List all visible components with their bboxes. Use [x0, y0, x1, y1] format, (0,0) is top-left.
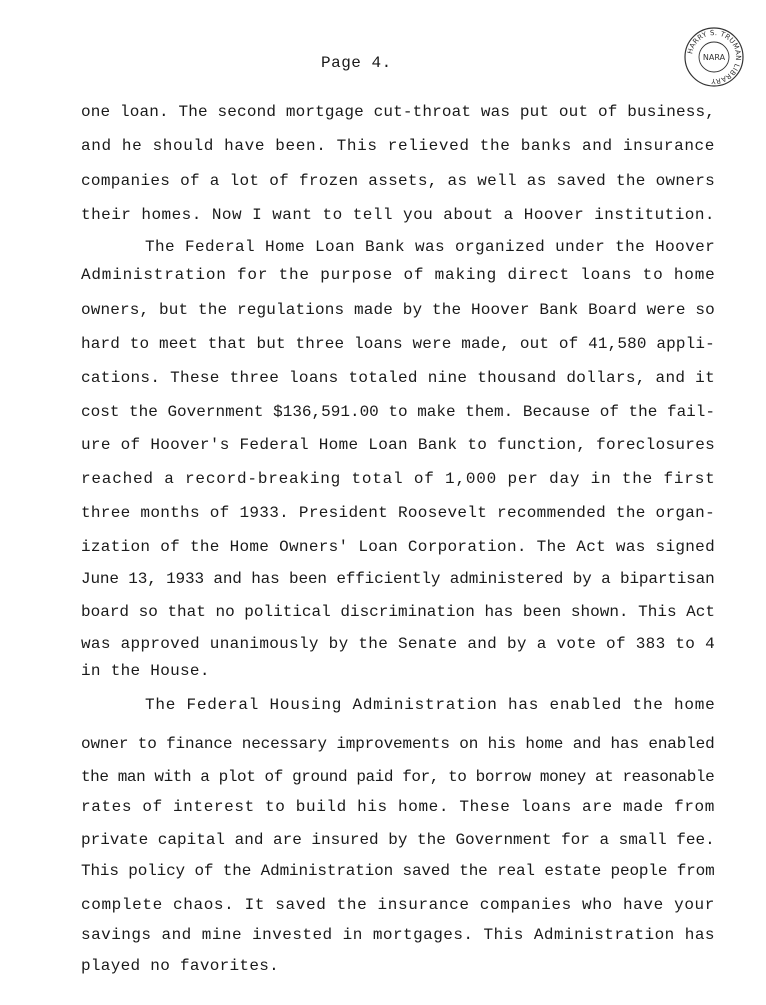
body-line: rates of interest to build his home. These loans are made from — [81, 798, 715, 816]
library-stamp-seal — [683, 26, 745, 88]
body-line: June 13, 1933 and has been efficiently administered by a bipartisan — [81, 570, 715, 588]
body-line: ization of the Home Owners' Loan Corporation. The Act was signed — [81, 538, 715, 556]
body-line: cations. These three loans totaled nine thousand dollars, and it — [81, 369, 715, 387]
body-line: in the House. — [81, 662, 210, 680]
body-line: their homes. Now I want to tell you about a Hoover institution. — [81, 206, 715, 224]
body-line: companies of a lot of frozen assets, as well as saved the owners — [81, 172, 716, 190]
body-line: The Federal Home Loan Bank was organized under the Hoover — [145, 238, 716, 256]
svg-text:NARA: NARA — [702, 53, 726, 62]
body-line: three months of 1933. President Roosevelt recommended the organ- — [81, 504, 715, 522]
body-line: was approved unanimously by the Senate and by a vote of 383 to 4 — [81, 635, 716, 653]
body-line: The Federal Housing Administration has enabled the home — [145, 696, 716, 714]
body-line: This policy of the Administration saved the real estate people from — [81, 862, 715, 880]
body-line: played no favorites. — [81, 957, 280, 975]
body-line: complete chaos. It saved the insurance companies who have your — [81, 896, 715, 914]
body-line: and he should have been. This relieved the banks and insurance — [81, 137, 715, 155]
body-line: ure of Hoover's Federal Home Loan Bank to function, foreclosures — [81, 436, 716, 454]
body-line: private capital and are insured by the Government for a small fee. — [81, 831, 715, 849]
body-line: owners, but the regulations made by the Hoover Bank Board were so — [81, 301, 715, 319]
body-line: one loan. The second mortgage cut-throat was put out of business, — [81, 103, 715, 121]
body-line: cost the Government $136,591.00 to make them. Because of the fail- — [81, 403, 715, 421]
svg-text:HARRY S. TRUMAN LIBRARY: HARRY S. TRUMAN LIBRARY — [686, 28, 743, 86]
body-line: the man with a plot of ground paid for, to borrow money at reasonable — [81, 768, 715, 786]
body-line: hard to meet that but three loans were made, out of 41,580 appli- — [81, 335, 715, 353]
body-line: board so that no political discrimination has been shown. This Act — [81, 603, 715, 621]
body-line: reached a record-breaking total of 1,000 per day in the first — [81, 470, 716, 488]
page-number: Page 4. — [321, 54, 392, 72]
body-line: owner to finance necessary improvements on his home and has enabled — [81, 735, 715, 753]
body-line: Administration for the purpose of making direct loans to home — [81, 266, 716, 284]
body-line: savings and mine invested in mortgages. This Administration has — [81, 926, 715, 944]
